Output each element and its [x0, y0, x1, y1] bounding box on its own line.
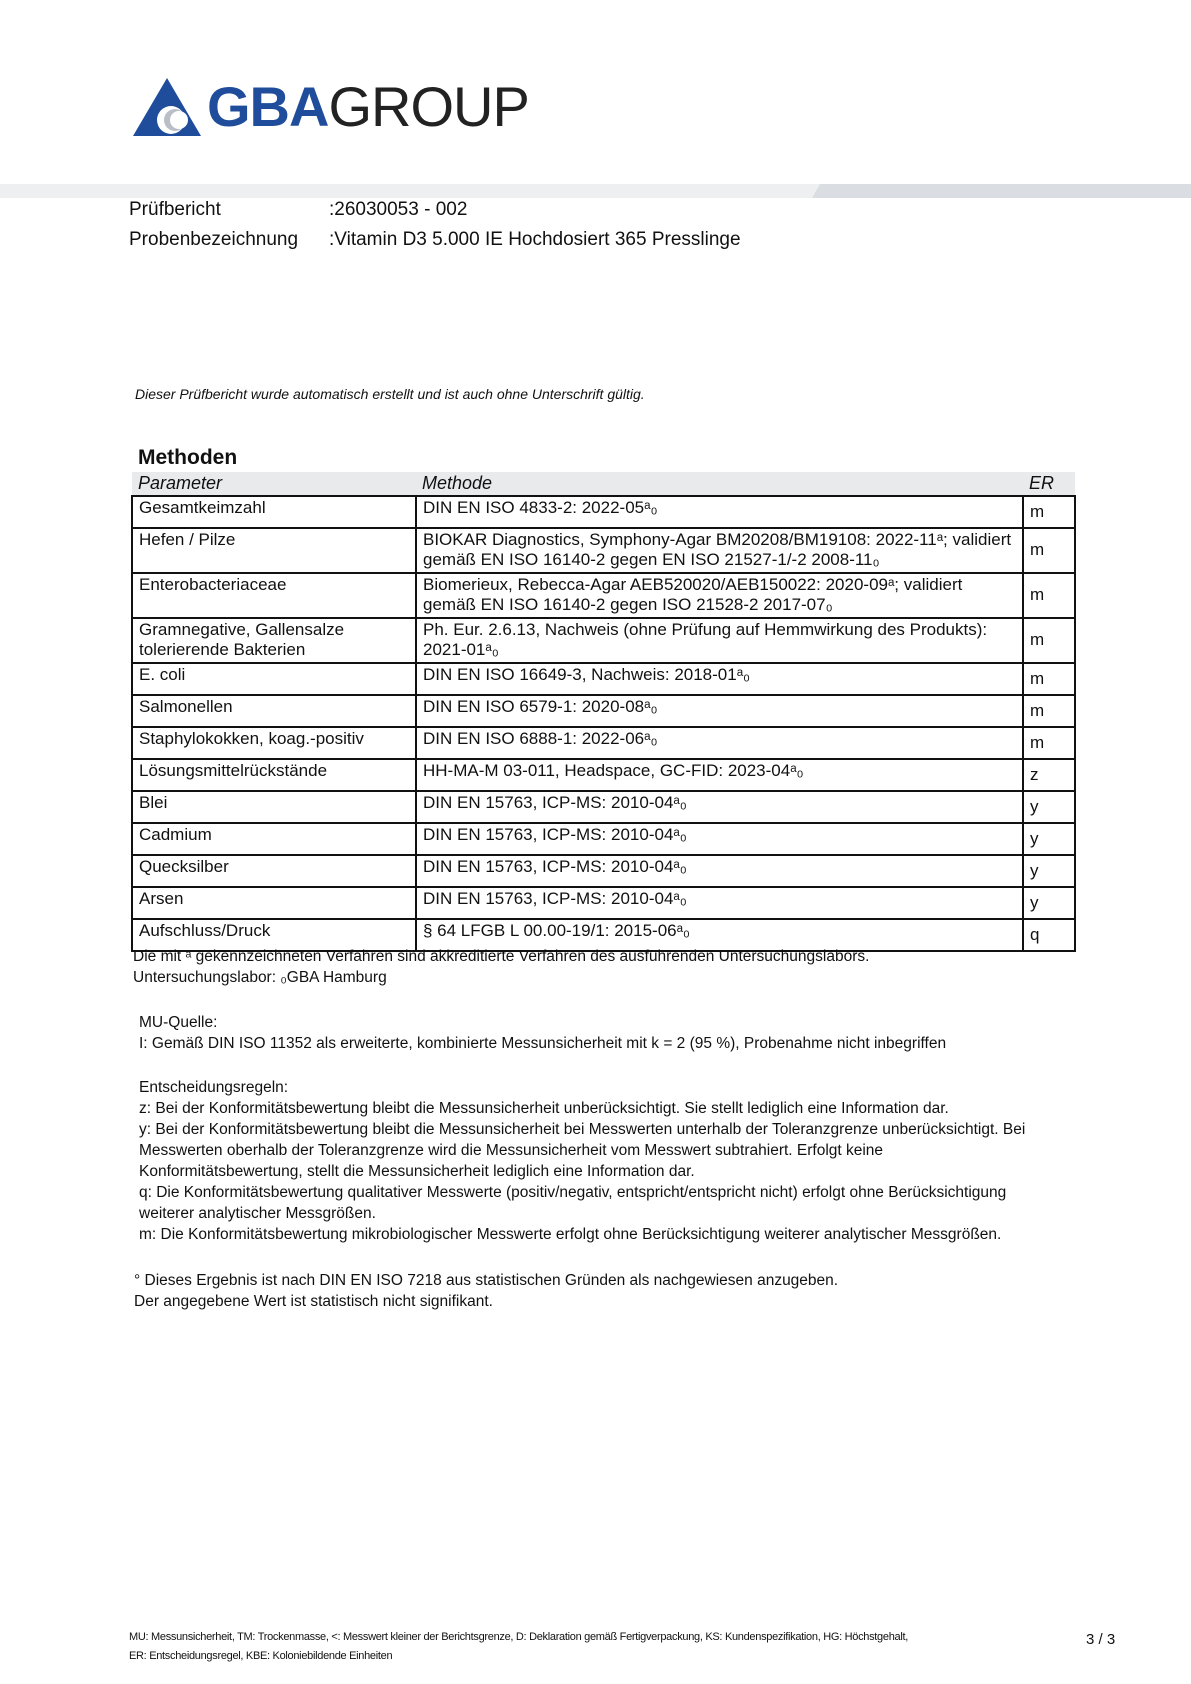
sample-label: Probenbezeichnung [129, 229, 299, 250]
table-row [132, 759, 1075, 791]
table-row [132, 855, 1075, 887]
cell-er: m [1023, 573, 1075, 618]
cell-method: DIN EN ISO 16649-3, Nachweis: 2018-01ᵃ₀ [416, 663, 1023, 695]
cell-parameter: Blei [132, 791, 416, 823]
table-row [132, 695, 1075, 727]
table-row [132, 618, 1075, 663]
table-row [132, 791, 1075, 823]
table-row [132, 496, 1075, 528]
cell-er: m [1023, 496, 1075, 528]
table-row [132, 528, 1075, 573]
table-row [132, 727, 1075, 759]
cell-method: Biomerieux, Rebecca-Agar AEB520020/AEB150022: 2020-09ᵃ; validiert gemäß EN ISO 16140-2 gegen ISO 21528-2 2017-07₀ [416, 573, 1023, 618]
table-header-row [132, 472, 1075, 496]
cell-method: § 64 LFGB L 00.00-19/1: 2015-06ᵃ₀ [416, 919, 1023, 951]
cell-parameter: Staphylokokken, koag.-positiv [132, 727, 416, 759]
cell-method: DIN EN 15763, ICP-MS: 2010-04ᵃ₀ [416, 823, 1023, 855]
cell-parameter: Gramnegative, Gallensalze tolerierende Bakterien [132, 618, 416, 663]
cell-er: m [1023, 618, 1075, 663]
company-logo [131, 76, 529, 138]
cell-parameter: Salmonellen [132, 695, 416, 727]
column-header-method: Methode [416, 472, 1023, 496]
lab-note: Untersuchungslabor: ₀GBA Hamburg [133, 969, 387, 986]
cell-method: DIN EN ISO 4833-2: 2022-05ᵃ₀ [416, 496, 1023, 528]
cell-er: m [1023, 663, 1075, 695]
mu-title: MU-Quelle: [139, 1014, 218, 1031]
din-note-line1: ° Dieses Ergebnis ist nach DIN EN ISO 7218 aus statistischen Gründen als nachgewiesen anzugeben. [134, 1272, 839, 1289]
rule-m: m: Die Konformitätsbewertung mikrobiologischer Messwerte erfolgt ohne Berücksichtigung weiterer analytischer Messgrößen. [139, 1226, 1002, 1243]
footer-abbreviations-line1: MU: Messunsicherheit, TM: Trockenmasse, <: Messwert kleiner der Berichtsgrenze, D: Deklaration gemäß Fertigverpackung, KS: Kundenspezifikation, HG: Höchstgehalt, [129, 1631, 908, 1643]
cell-method: DIN EN ISO 6579-1: 2020-08ᵃ₀ [416, 695, 1023, 727]
table-row [132, 663, 1075, 695]
cell-parameter: Gesamtkeimzahl [132, 496, 416, 528]
rule-z: z: Bei der Konformitätsbewertung bleibt die Messunsicherheit unberücksichtigt. Sie stellt lediglich eine Information dar. [139, 1100, 949, 1117]
din-note-line2: Der angegebene Wert ist statistisch nicht signifikant. [134, 1293, 493, 1310]
rule-y-line2: Messwerten oberhalb der Toleranzgrenze wird die Messunsicherheit vom Messwert subtrahiert. Erfolgt keine [139, 1142, 884, 1159]
table-row [132, 887, 1075, 919]
cell-er: y [1023, 791, 1075, 823]
cell-parameter: Enterobacteriaceae [132, 573, 416, 618]
cell-method: Ph. Eur. 2.6.13, Nachweis (ohne Prüfung auf Hemmwirkung des Produkts): 2021-01ᵃ₀ [416, 618, 1023, 663]
cell-method: DIN EN 15763, ICP-MS: 2010-04ᵃ₀ [416, 855, 1023, 887]
report-number: :26030053 - 002 [329, 199, 468, 220]
column-header-parameter: Parameter [132, 472, 416, 496]
cell-method: BIOKAR Diagnostics, Symphony-Agar BM20208/BM19108: 2022-11ᵃ; validiert gemäß EN ISO 16140-2 gegen EN ISO 21527-1/-2 2008-11₀ [416, 528, 1023, 573]
mu-text: I: Gemäß DIN ISO 11352 als erweiterte, kombinierte Messunsicherheit mit k = 2 (95 %), Probenahme nicht inbegriffen [139, 1035, 947, 1052]
footer-abbreviations-line2: ER: Entscheidungsregel, KBE: Koloniebildende Einheiten [129, 1650, 393, 1662]
cell-parameter: Hefen / Pilze [132, 528, 416, 573]
accreditation-note: Die mit ᵃ gekennzeichneten Verfahren sind akkreditierte Verfahren des ausführenden Untersuchungslabors. [133, 948, 870, 965]
rule-y-line3: Konformitätsbewertung, stellt die Messunsicherheit lediglich eine Information dar. [139, 1163, 695, 1180]
auto-generated-note: Dieser Prüfbericht wurde automatisch erstellt und ist auch ohne Unterschrift gültig. [135, 386, 645, 402]
cell-er: z [1023, 759, 1075, 791]
cell-er: m [1023, 727, 1075, 759]
page-number: 3 / 3 [1086, 1631, 1116, 1648]
cell-er: m [1023, 528, 1075, 573]
cell-parameter: Cadmium [132, 823, 416, 855]
cell-parameter: Lösungsmittelrückstände [132, 759, 416, 791]
methods-title: Methoden [138, 446, 238, 469]
cell-method: DIN EN ISO 6888-1: 2022-06ᵃ₀ [416, 727, 1023, 759]
cell-er: m [1023, 695, 1075, 727]
cell-er: y [1023, 823, 1075, 855]
cell-method: DIN EN 15763, ICP-MS: 2010-04ᵃ₀ [416, 791, 1023, 823]
logo-mark-icon [131, 76, 203, 138]
cell-er: q [1023, 919, 1075, 951]
cell-method: HH-MA-M 03-011, Headspace, GC-FID: 2023-04ᵃ₀ [416, 759, 1023, 791]
header-band-accent [812, 184, 1191, 198]
cell-method: DIN EN 15763, ICP-MS: 2010-04ᵃ₀ [416, 887, 1023, 919]
cell-parameter: Quecksilber [132, 855, 416, 887]
cell-parameter: Arsen [132, 887, 416, 919]
table-row [132, 823, 1075, 855]
cell-er: y [1023, 855, 1075, 887]
logo-wordmark: GBAGROUP [207, 75, 529, 138]
methods-table [131, 472, 1076, 952]
cell-er: y [1023, 887, 1075, 919]
report-label: Prüfbericht [129, 199, 221, 220]
rules-title: Entscheidungsregeln: [139, 1079, 289, 1096]
table-row [132, 573, 1075, 618]
cell-parameter: Aufschluss/Druck [132, 919, 416, 951]
column-header-er: ER [1023, 472, 1075, 496]
sample-name: :Vitamin D3 5.000 IE Hochdosiert 365 Presslinge [329, 229, 741, 250]
rule-y-line1: y: Bei der Konformitätsbewertung bleibt die Messunsicherheit bei Messwerten unterhalb der Toleranzgrenze unberücksichtigt. Bei [139, 1121, 1026, 1138]
cell-parameter: E. coli [132, 663, 416, 695]
rule-q-line1: q: Die Konformitätsbewertung qualitativer Messwerte (positiv/negativ, entspricht/entspricht nicht) erfolgt ohne Berücksichtigung [139, 1184, 1007, 1201]
rule-q-line2: weiterer analytischer Messgrößen. [139, 1205, 376, 1222]
